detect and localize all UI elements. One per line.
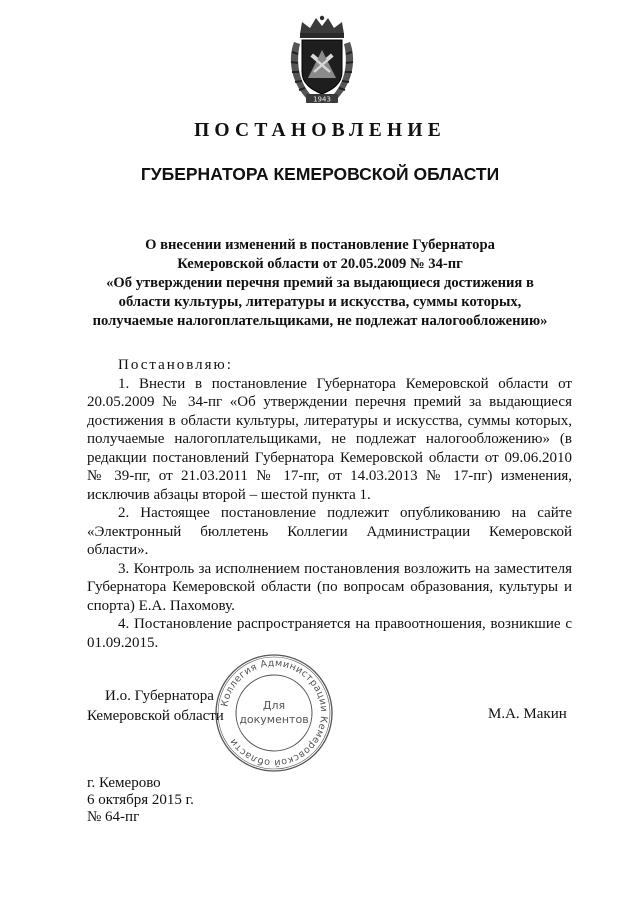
document-subtitle: ГУБЕРНАТОРА КЕМЕРОВСКОЙ ОБЛАСТИ	[140, 164, 500, 184]
coat-of-arms-emblem	[286, 14, 358, 106]
resolution-intro: Постановляю:	[118, 357, 233, 373]
heading-line: Кемеровской области от 20.05.2009 № 34-пг	[177, 256, 463, 272]
document-footer	[87, 775, 194, 826]
svg-text:Коллегия Администрации Кемеров: Коллегия Администрации Кемеровской области	[219, 657, 330, 769]
signatory-name: М.А. Макин	[488, 706, 567, 722]
signatory-role-line: Кемеровской области	[87, 708, 224, 724]
resolution-paragraph: 2. Настоящее постановление подлежит опубликованию на сайте «Электронный бюллетень Коллегии Администрации Кемеровской области».	[87, 505, 572, 558]
svg-text:документов: документов	[239, 713, 309, 726]
heading-line: О внесении изменений в постановление Губернатора	[145, 237, 495, 253]
heading-line: области культуры, литературы и искусства, суммы которых,	[118, 294, 522, 310]
svg-text:Для: Для	[262, 699, 286, 712]
resolution-heading	[70, 236, 570, 331]
heading-line: «Об утверждении перечня премий за выдающиеся достижения в	[106, 275, 534, 291]
document-number: № 64-пг	[87, 809, 140, 825]
document-city: г. Кемерово	[87, 775, 161, 791]
document-title: ПОСТАНОВЛЕНИЕ	[194, 120, 446, 141]
resolution-body	[87, 356, 572, 652]
resolution-paragraph: 3. Контроль за исполнением постановления возложить на заместителя Губернатора Кемеровской области (по вопросам образования, культуры и спорта) Е.А. Пахомову.	[87, 560, 572, 614]
heading-line: получаемые налогоплательщиками, не подлежат налогообложению»	[92, 313, 548, 329]
document-date: 6 октября 2015 г.	[87, 792, 194, 808]
resolution-paragraph: 1. Внести в постановление Губернатора Кемеровской области от 20.05.2009 № 34-пг «Об утверждении перечня премий за выдающиеся достижения в области культуры, литературы и искусства, суммы которых, получаемые налогоплательщиками, не подлежат налогообложению» (в редакции постановлений Губернатора Кемеровской области от 09.06.2010 № 39-пг, от 21.03.2011 № 17-пг, от 14.03.2013 № 17-пг) изменения, исключив абзацы второй – шестой пункта 1.	[87, 375, 572, 503]
signatory-role	[87, 686, 224, 726]
signatory-role-line: И.о. Губернатора	[105, 688, 214, 704]
official-stamp	[212, 651, 336, 775]
resolution-paragraph: 4. Постановление распространяется на правоотношения, возникшие с 01.09.2015.	[87, 616, 572, 651]
svg-text:1943: 1943	[313, 95, 331, 104]
